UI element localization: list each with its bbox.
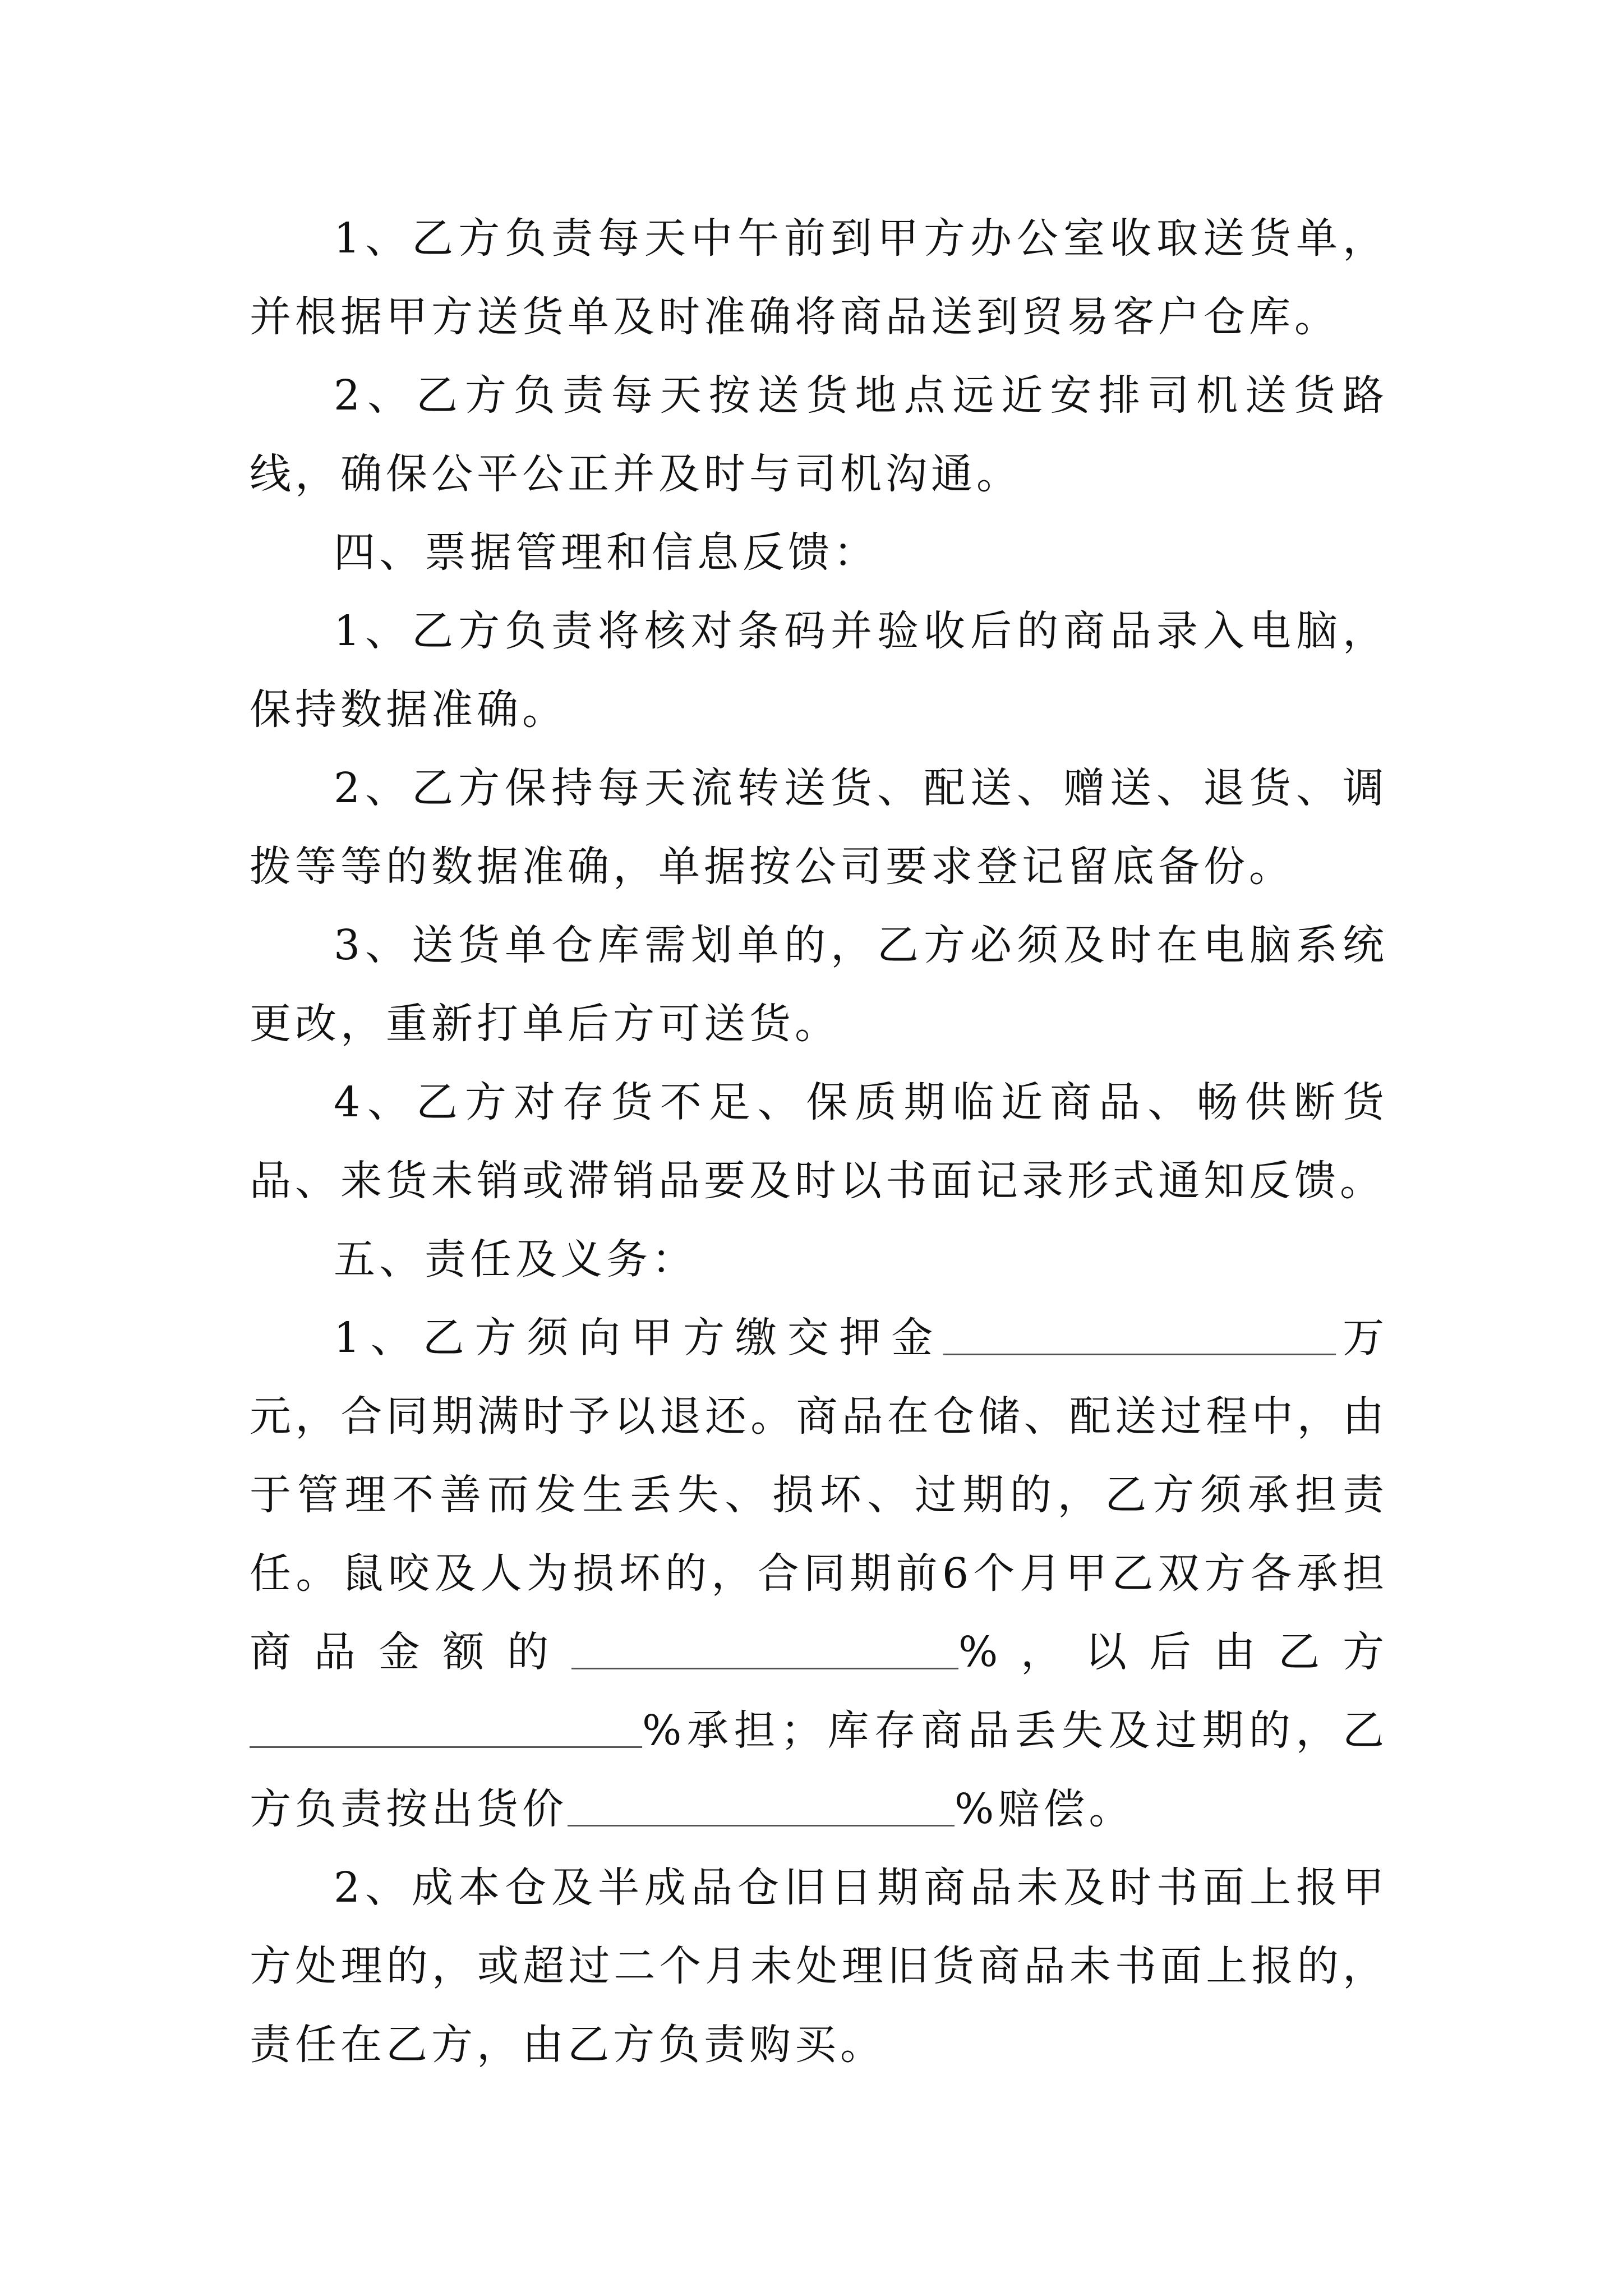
clause-5-1-part-a: 1、乙方须向甲方缴交押金: [334, 1314, 944, 1362]
clause-5-2: 2、成本仓及半成品仓旧日期商品未及时书面上报甲方处理的，或超过二个月未处理旧货商品未书面上报的，责任在乙方，由乙方负责购买。: [250, 1864, 1388, 2069]
first-six-months-percent-blank: [571, 1628, 958, 1669]
clause-5-1-part-e: %赔偿。: [955, 1785, 1135, 1833]
clause-4-4: 4、乙方对存货不足、保质期临近商品、畅供断货品、来货未销或滞销品要及时以书面记录形式通知反馈。: [250, 1078, 1388, 1205]
clause-5-1-part-b: 万元，合同期满时予以退还。商品在仓储、配送过程中，由于管理不善而发生丢失、损坏、过期的，乙方须承担责任。鼠咬及人为损坏的，合同期前6个月甲乙双方各承担商品金额的: [250, 1314, 1388, 1676]
section-heading-4: 四、票据管理和信息反馈：: [334, 528, 879, 577]
clause-4-1: 1、乙方负责将核对条码并验收后的商品录入电脑，保持数据准确。: [250, 607, 1388, 734]
deposit-amount-blank: [943, 1314, 1336, 1355]
clause-4-2: 2、乙方保持每天流转送货、配送、赠送、退货、调拨等等的数据准确，单据按公司要求登记留底备份。: [250, 764, 1388, 891]
clause-5-1: [250, 1299, 1388, 1848]
clause-5-1-part-d: %承担；库存商品丢失及过期的，乙方负责按出货价: [250, 1706, 1388, 1833]
document-page: [250, 199, 1388, 2084]
section-heading-5: 五、责任及义务：: [334, 1235, 697, 1283]
clause-4-3: 3、送货单仓库需划单的，乙方必须及时在电脑系统更改，重新打单后方可送货。: [250, 921, 1388, 1048]
clause-3-2: 2、乙方负责每天按送货地点远近安排司机送货路线，确保公平公正并及时与司机沟通。: [250, 371, 1388, 498]
party-b-percent-blank: [250, 1707, 642, 1748]
clause-3-1: 1、乙方负责每天中午前到甲方办公室收取送货单，并根据甲方送货单及时准确将商品送到贸易客户仓库。: [250, 214, 1388, 341]
clause-5-1-part-c: %，以后由乙方: [958, 1628, 1388, 1676]
compensation-percent-blank: [568, 1786, 955, 1826]
